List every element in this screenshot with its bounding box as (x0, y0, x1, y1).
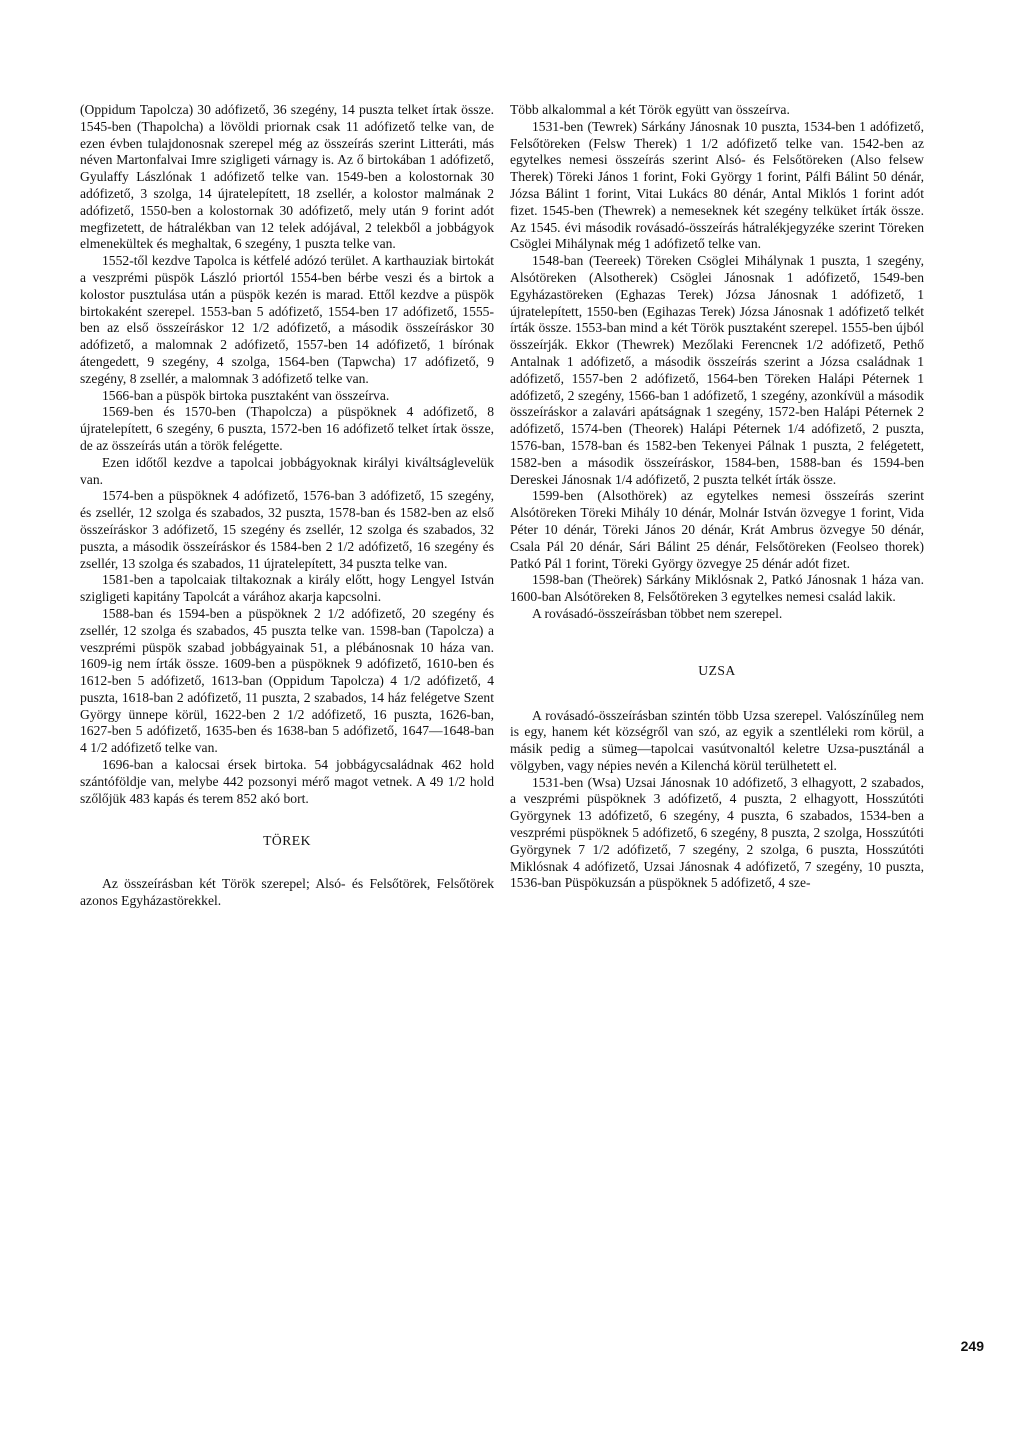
paragraph: 1531-ben (Wsa) Uzsai Jánosnak 10 adófizető, 3 elhagyott, 2 szabados, a veszprémi püspöknek 3 adófizető, 4 puszta, 2 elhagyott, Hosszútóti Györgynek 13 adófizető, 6 szegény, 4 puszta, 6 szabados, 1534-ben a veszprémi püspöknek 5 adófizető, 6 szegény, 8 puszta, 2 szolga, Hosszútóti Györgynek 7 1/2 adófizető, 7 szegény, 2 szolga, 6 puszta, Hosszútóti Miklósnak 4 adófizető, Uzsai Jánosnak 4 adófizető, 7 szegény, 10 puszta, 1536-ban Püspökuzsán a püspöknek 5 adófizető, 4 sze- (510, 774, 924, 891)
paragraph: 1531-ben (Tewrek) Sárkány Jánosnak 10 puszta, 1534-ben 1 adófizető, Felsőtöreken (Felsw Therek) 1 1/2 adófizető telke van. 1542-ben az egytelkes nemesi összeírás szerint Alsó- és Felsőtöreken (Also felsew Therek) Töreki János 1 forint, Foki György 1 forint, Pálfi Bálint 50 dénár, Józsa Bálint 1 forint, Vitai Lukács 80 dénár, Antal Miklós 1 forint adót fizet. 1545-ben (Thewrek) a nemeseknek két szegény telküket írták össze. Az 1545. évi második rovásadó-összeírás hátralékjegyzéke szerint Töreken Csöglei Mihálynak még 1 adófizető telke van. (510, 118, 924, 252)
section-title-torek: TÖREK (263, 833, 311, 849)
paragraph: 1598-ban (Theörek) Sárkány Miklósnak 2, Patkó Jánosnak 1 háza van. 1600-ban Alsótöreken 8, Felsőtöreken 3 egytelkes nemesi család lakik. (510, 572, 924, 605)
section-title-uzsa: UZSA (698, 662, 736, 678)
paragraph: (Oppidum Tapolcza) 30 adófizető, 36 szegény, 14 puszta telket írtak össze. 1545-ben (Thapolcha) a lövöldi priornak csak 11 adófizető telke van, de ezen évben tulajdonosnak szerepel még az összeírás szerint Litteráti, más néven Martonfalvai Imre szigligeti várnagy is. Az ő birtokában 1 adófizető, Gyulaffy Lászlónak 1 adófizető telke van. 1549-ben a kolostornak 30 adófizető, 3 szolga, 14 újratelepített, 18 zsellér, a kolostor malmának 2 adófizető, 1550-ben a kolostornak 30 adófizető, mely után 9 forint adót megfizetett, de hátralékban van 12 telek adójával, 2 telekből a jobbágyok elmenekültek és meghaltak, 6 szegény, 1 puszta telke van. (80, 102, 494, 252)
paragraph: A rovásadó-összeírásban szintén több Uzsa szerepel. Valószínűleg nem is egy, hanem két községről van szó, az egyik a szentléleki rom körül, a másik pedig a sümeg—tapolcai vasútvonaltól keletre Uzsa-pusztánál a völgyben, vagy népies nevén a Kilenchá körül terülhetett el. (510, 707, 924, 773)
paragraph: 1696-ban a kalocsai érsek birtoka. 54 jobbágycsaládnak 462 hold szántóföldje van, melybe 442 pozsonyi mérő magot vetnek. A 49 1/2 hold szőlőjük 483 kapás és terem 852 akó bort. (80, 757, 494, 806)
paragraph: Az összeírásban két Török szerepel; Alsó- és Felsőtörek, Felsőtörek azonos Egyházastörekkel. (80, 876, 494, 909)
paragraph: Több alkalommal a két Török együtt van összeírva. (510, 102, 790, 117)
paragraph: 1581-ben a tapolcaiak tiltakoznak a király előtt, hogy Lengyel István szigligeti kapitány Tapolcát a várához akarja kapcsolni. (80, 572, 494, 605)
left-column (80, 102, 494, 910)
paragraph: 1569-ben és 1570-ben (Thapolcza) a püspöknek 4 adófizető, 8 újratelepített, 6 szegény, 6 puszta, 1572-ben 16 adófizető telket írtak össze, de az összeírás után a török felégette. (80, 404, 494, 453)
paragraph: Ezen időtől kezdve a tapolcai jobbágyoknak királyi kiváltságlevelük van. (80, 454, 494, 487)
right-column (510, 102, 924, 892)
paragraph: 1548-ban (Teereek) Töreken Csöglei Mihálynak 1 puszta, 1 szegény, Alsótöreken (Alsotherek) Csöglei Jánosnak 1 adófizető, 1549-ben Egyházastöreken (Eghazas Terek) Józsa Jánosnak 1 adófizető, 1 újratelepített, 1550-ben (Egihazas Terek) Józsa Jánosnak 1 adófizető telkét írták össze. 1553-ban mind a két Török pusztaként szerepel. 1555-ben újból összeírják. Ekkor (Thewrek) Mezőlaki Ferencnek 1/2 adófizető, Pethő Antalnak 1 adófizető, a második összeírás szerint a Józsa családnak 1 adófizető, 1557-ben 2 adófizető, 1564-ben Töreken Halápi Péternek 1 adófizető, 2 szegény, 1566-ban 1 adófizető, 1 szegény, azonkívül a második összeíráskor a zalavári apátságnak 1 szegény, 1572-ben Halápi Péternek 2 adófizető, 1574-ben (Theorek) Halápi Péternek 1/4 adófizető, 2 puszta, 1576-ban, 1578-ban és 1582-ben Tekenyei Pálnak 1 puszta, 2 felégetett, 1582-ben a második összeíráskor, 1584-ben, 1588-ban és 1594-ben Dereskei Jánosnak 1/4 adófizető, 2 puszta telkét írták össze. (510, 253, 924, 487)
paragraph: A rovásadó-összeírásban többet nem szerepel. (532, 605, 783, 621)
page-number: 249 (960, 1338, 984, 1354)
page-content (80, 102, 944, 1392)
paragraph: 1588-ban és 1594-ben a püspöknek 2 1/2 adófizető, 20 szegény és zsellér, 12 szolga és szabados, 45 puszta telke van. 1598-ban (Tapolcza) a veszprémi püspök szabad jobbágyainak 51, a plébánosnak 10 háza van. 1609-ig nem írták össze. 1609-ben a püspöknek 9 adófizető, 1610-ben és 1612-ben 5 adófizető, 1613-ban (Oppidum Tapolcza) 4 1/2 adófizető, 4 puszta, 1618-ban 2 adófizető, 11 puszta, 2 szabados, 14 ház felégetve Szent György ünnepe körül, 1622-ben 2 1/2 adófizető, 16 puszta, 1626-ban, 1627-ben 5 adófizető, 1635-ben és 1638-ban 5 adófizető, 1647—1648-ban 4 1/2 adófizető telke van. (80, 605, 494, 756)
paragraph: 1574-ben a püspöknek 4 adófizető, 1576-ban 3 adófizető, 15 szegény, és zsellér, 12 szolga és szabados, 32 puszta, 1578-ban és 1582-ben az első összeíráskor 3 adófizető, 15 szegény és zsellér, 12 szolga és szabados, 32 puszta, a második összeíráskor és 1584-ben 2 1/2 adófizető, 16 szegény és zsellér, 13 szolga és szabados, 11 újratelepített, 34 puszta telke van. (80, 488, 494, 571)
paragraph: 1599-ben (Alsothörek) az egytelkes nemesi összeírás szerint Alsótöreken Töreki Mihály 10 dénár, Molnár István özvegye 1 forint, Vida Péter 10 dénár, Töreki János 20 dénár, Krát Ambrus özvegye 50 dénár, Csala Pál 20 dénár, Sári Bálint 25 dénár, Felsőtöreken (Feolseo thorek) Patkó Pál 1 forint, Töreki György özvegye 25 dénár adót fizet. (510, 488, 924, 571)
paragraph: 1552-től kezdve Tapolca is kétfelé adózó terület. A karthauziak birtokát a veszprémi püspök László priortól 1554-ben bérbe veszi és a birtok a kolostor pusztulása után a püspök kezén is marad. Ettől kezdve a püspök birtokaként szerepel. 1553-ban 5 adófizető, 1554-ben 17 adófizető, 1555-ben az első összeíráskor 12 1/2 adófizető, a második összeíráskor 30 adófizető, a malomnak 2 adófizető, 1557-ben 14 adófizető, 1 bírónak átengedett, 9 szegény, 4 szolga, 1564-ben (Tapwcha) 17 adófizető, 9 szegény, 8 zsellér, a malomnak 3 adófizető telke van. (80, 253, 494, 386)
paragraph: 1566-ban a püspök birtoka pusztaként van összeírva. (102, 387, 390, 403)
